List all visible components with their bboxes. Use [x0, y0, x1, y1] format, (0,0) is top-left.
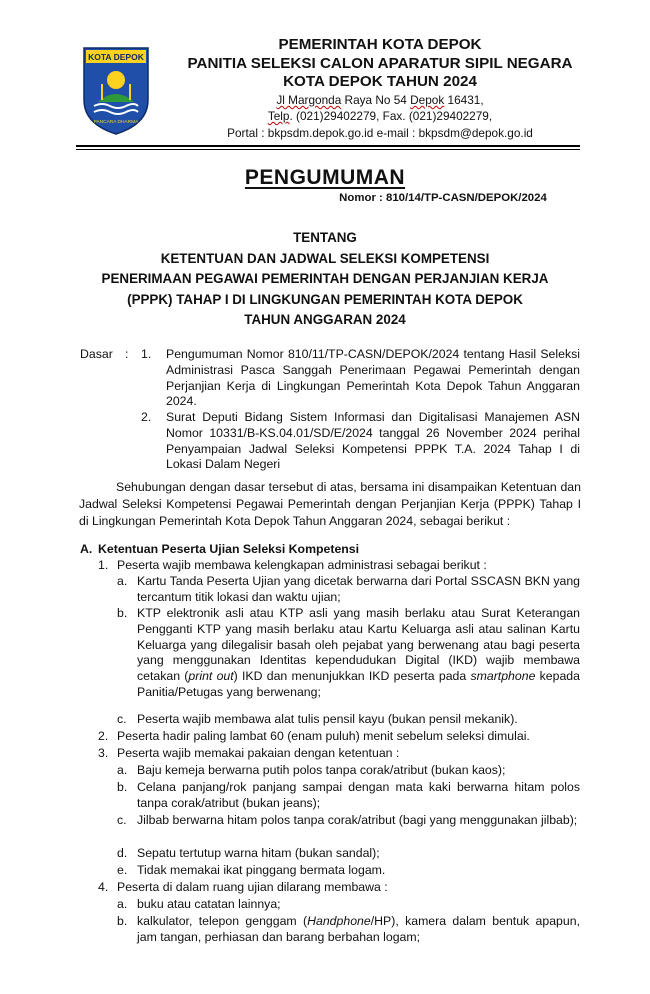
item-1a-text: Kartu Tanda Peserta Ujian yang dicetak berwarna dari Portal SSCASN BKN yang tercantum titik lokasi dan waktu ujian; — [137, 574, 580, 604]
address-street: Jl Margonda — [276, 92, 342, 107]
item-1b-letter: b. — [117, 606, 128, 620]
item-4a-letter: a. — [117, 897, 128, 911]
depok-city-logo — [80, 44, 152, 136]
item-1b-emphasis-2: smartphone — [470, 669, 536, 684]
address-line-2 — [150, 108, 610, 124]
section-a-title: Ketentuan Peserta Ujian Seleksi Kompetensi — [98, 542, 360, 556]
item-4b-text-part-2: /HP), kamera dalam bentuk apapun, jam tangan, perhiasan dan barang berbahan logam; — [137, 914, 580, 944]
item-1b-text-part-3: kepada Panitia/Petugas yang berwenang; — [137, 669, 580, 699]
dasar-item-1-text: Pengumuman Nomor 810/11/TP-CASN/DEPOK/2024 tentang Hasil Seleksi Administrasi Pasca Sanggah Penerimaan Pegawai Pemerintah dengan Perjanjian Kerja di Lingkungan Pemerintah Kota Depok Tahun Anggaran 2024. — [166, 347, 580, 409]
item-1b-text-part-1: KTP elektronik asli atau KTP asli yang masih berlaku atau Surat Keterangan Pengganti KTP yang masih berlaku atau Kartu Keluarga asli atau salinan Kartu Keluarga yang dilegalisir basah oleh pejabat yang berwenang atau bagi peserta yang menggunakan Identitas kependudukan Digital (IKD) wajib membawa cetakan ( — [137, 606, 580, 684]
item-1b-emphasis-1: print out — [188, 669, 234, 684]
subject-line-2: PENERIMAAN PEGAWAI PEMERINTAH DENGAN PERJANJIAN KERJA — [101, 271, 549, 287]
logo-text-bottom: PANCARA DHARMA — [93, 120, 139, 125]
subject-line-4: TAHUN ANGGARAN 2024 — [244, 312, 406, 328]
dasar-item-1-num: 1. — [141, 347, 152, 361]
item-3e-letter: e. — [117, 863, 128, 877]
letterhead — [150, 36, 610, 141]
item-3c-letter: c. — [117, 813, 127, 827]
letterhead-line-2: PANITIA SELEKSI CALON APARATUR SIPIL NEGARA — [187, 54, 573, 72]
item-3a-text: Baju kemeja berwarna putih polos tanpa corak/atribut (bukan kaos); — [137, 763, 506, 777]
subject-line-1: KETENTUAN DAN JADWAL SELEKSI KOMPETENSI — [160, 250, 490, 266]
letterhead-rule-thin — [76, 149, 580, 150]
dasar-item-2-text: Surat Deputi Bidang Sistem Informasi dan Digitalisasi Manajemen ASN Nomor 10331/B-KS.04.01/SD/E/2024 tanggal 26 November 2024 perihal Penyampaian Jadwal Seleksi Kompetensi PPPK T.A. 2024 Tahap I di Lokasi Dalam Negeri — [166, 410, 580, 472]
letterhead-rule-thick — [76, 145, 580, 147]
item-4b-letter: b. — [117, 914, 128, 928]
item-3c-text: Jilbab berwarna hitam polos tanpa corak/atribut (bagi yang menggunakan jilbab); — [137, 813, 578, 827]
item-4b-emphasis: Handphone — [307, 914, 371, 928]
section-a-item-1-text: Peserta wajib membawa kelengkapan administrasi sebagai berikut : — [117, 558, 487, 572]
item-3b-letter: b. — [117, 780, 128, 794]
section-a-item-4-num: 4. — [98, 880, 109, 894]
item-1b-text — [137, 606, 580, 701]
item-4b-text — [137, 914, 580, 946]
document-title: PENGUMUMAN — [244, 166, 406, 189]
address-postcode: 16431, — [444, 92, 484, 107]
item-3e-text: Tidak memakai ikat pinggang bermata logam. — [137, 863, 386, 877]
document-number: Nomor : 810/14/TP-CASN/DEPOK/2024 — [339, 192, 547, 204]
section-a-item-2-num: 2. — [98, 729, 109, 743]
dasar-colon: : — [125, 347, 129, 361]
letterhead-line-1: PEMERINTAH KOTA DEPOK — [278, 36, 482, 53]
item-1a-letter: a. — [117, 574, 128, 588]
item-1c-text: Peserta wajib membawa alat tulis pensil kayu (bukan pensil mekanik). — [137, 712, 518, 726]
section-a-item-2-text: Peserta hadir paling lambat 60 (enam puluh) menit sebelum seleksi dimulai. — [117, 729, 530, 743]
item-4a-text: buku atau catatan lainnya; — [137, 897, 281, 911]
address-street-rest: Raya No 54 — [341, 92, 411, 107]
item-1b-text-part-2: ) IKD dan menunjukkan IKD peserta pada — [233, 669, 471, 684]
letterhead-line-3: KOTA DEPOK TAHUN 2024 — [283, 73, 477, 91]
item-1c-letter: c. — [117, 712, 127, 726]
subject-line-3: (PPPK) TAHAP I DI LINGKUNGAN PEMERINTAH KOTA DEPOK — [127, 291, 523, 307]
section-a-item-3-text: Peserta wajib memakai pakaian dengan ketentuan : — [117, 746, 400, 760]
item-3d-letter: d. — [117, 846, 128, 860]
item-3d-text: Sepatu tertutup warna hitam (bukan sandal); — [137, 846, 380, 860]
section-a-item-1-num: 1. — [98, 558, 109, 572]
section-a-item-3-num: 3. — [98, 746, 109, 760]
intro-paragraph: Sehubungan dengan dasar tersebut di atas, bersama ini disampaikan Ketentuan dan Jadwal Seleksi Kompetensi Pegawai Pemerintah dengan Perjanjian Kerja (PPPK) Tahap I di Lingkungan Pemerintah Kota Depok Tahun Anggaran 2024, sebagai berikut : — [79, 480, 581, 528]
section-a-label: A. — [80, 542, 93, 556]
dasar-label: Dasar — [80, 347, 113, 361]
address-city: Depok — [410, 92, 445, 107]
item-3b-text: Celana panjang/rok panjang sampai dengan mata kaki berwarna hitam polos tanpa corak/atribut (bukan jeans); — [137, 780, 580, 810]
item-3a-letter: a. — [117, 763, 128, 777]
depok-crest-icon — [80, 44, 152, 136]
subject-tentang: TENTANG — [293, 230, 357, 245]
item-4b-text-part-1: kalkulator, telepon genggam ( — [137, 914, 308, 928]
subject-block — [0, 228, 650, 331]
address-line-1 — [150, 92, 610, 108]
phone-fax: . (021)29402279, Fax. (021)29402279, — [289, 109, 493, 124]
section-a-item-4-text: Peserta di dalam ruang ujian dilarang membawa : — [117, 880, 388, 894]
dasar-item-2-num: 2. — [141, 410, 152, 424]
logo-text-top: KOTA DEPOK — [88, 52, 144, 62]
phone-label: Telp — [267, 109, 290, 124]
address-line-3: Portal : bkpsdm.depok.go.id e-mail : bkpsdm@depok.go.id — [227, 125, 533, 140]
